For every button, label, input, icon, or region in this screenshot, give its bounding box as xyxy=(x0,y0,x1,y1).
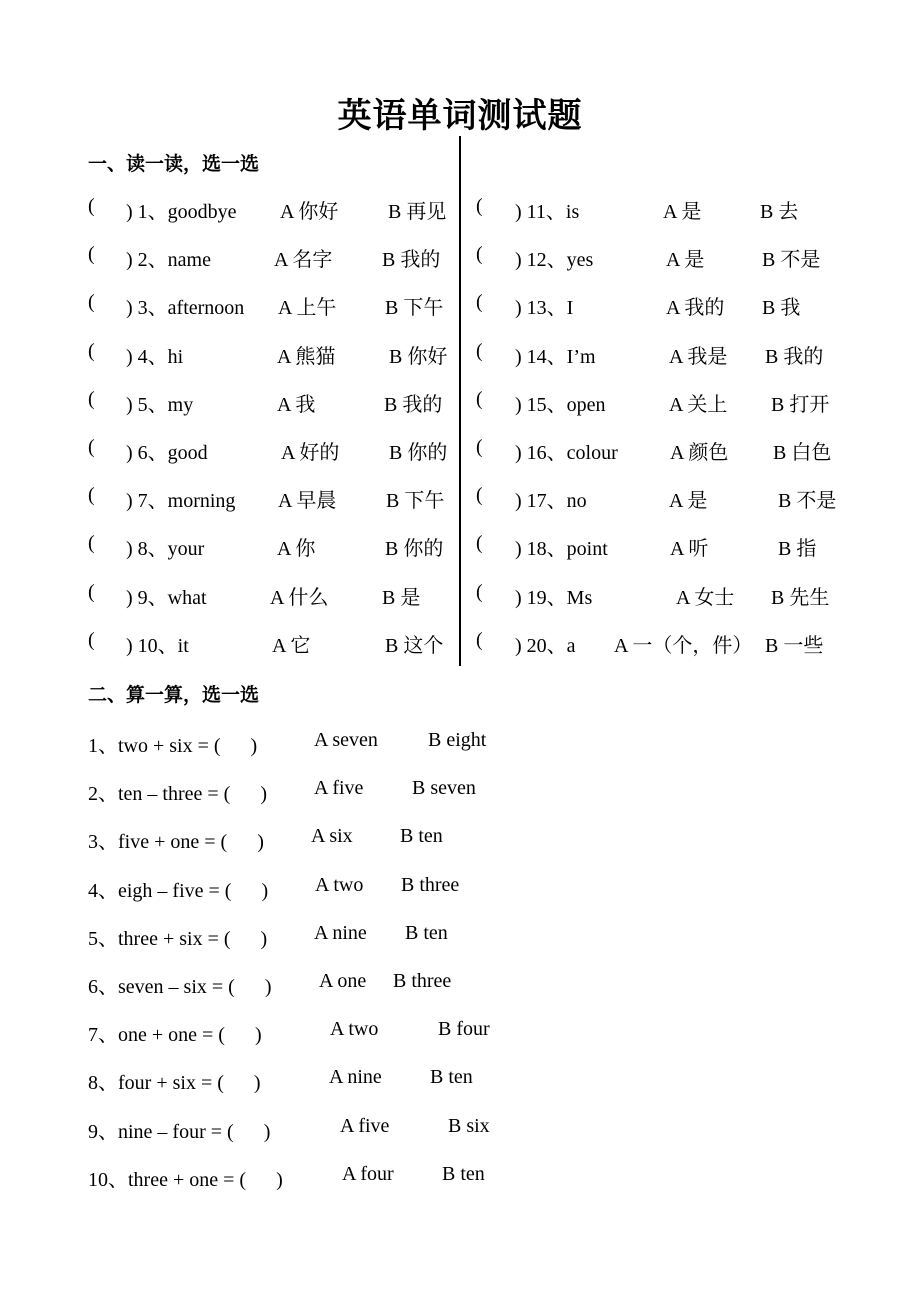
question-word: ) 8、your xyxy=(126,538,205,561)
option-b: B 去 xyxy=(760,201,799,223)
option-a: A 你好 xyxy=(280,201,339,223)
answer-blank[interactable]: ( xyxy=(476,484,483,507)
question-word: ) 2、name xyxy=(126,249,211,272)
option-b: B seven xyxy=(412,777,476,800)
page-title: 英语单词测试题 xyxy=(337,98,583,135)
option-b: B 不是 xyxy=(778,490,837,513)
option-a: A 你 xyxy=(277,538,316,561)
answer-blank[interactable]: ( xyxy=(88,436,95,458)
option-b: B 先生 xyxy=(771,586,830,609)
option-a: A 我的 xyxy=(666,297,725,320)
option-a: A 我 xyxy=(277,393,316,416)
option-b: B six xyxy=(448,1114,490,1137)
option-b: B four xyxy=(438,1018,490,1041)
question-word: ) 17、no xyxy=(515,490,587,513)
question-word: ) 15、open xyxy=(515,393,606,416)
equation: 7、one + one = ( ) xyxy=(88,1024,262,1047)
option-a: A 它 xyxy=(272,634,311,657)
answer-blank[interactable]: ( xyxy=(88,291,95,314)
answer-blank[interactable]: ( xyxy=(88,339,95,362)
answer-blank[interactable]: ( xyxy=(476,195,483,217)
answer-blank[interactable]: ( xyxy=(476,387,483,410)
question-word: ) 5、my xyxy=(126,393,194,416)
option-a: A 是 xyxy=(669,490,708,513)
option-b: B 是 xyxy=(382,586,421,609)
option-a: A five xyxy=(340,1114,390,1137)
answer-blank[interactable]: ( xyxy=(476,532,483,555)
option-a: A 名字 xyxy=(274,249,333,272)
question-word: ) 18、point xyxy=(515,538,608,561)
answer-blank[interactable]: ( xyxy=(476,436,483,458)
option-a: A one xyxy=(319,970,367,992)
equation: 1、two + six = ( ) xyxy=(88,735,258,757)
option-a: A 颜色 xyxy=(670,442,729,464)
option-a: A 听 xyxy=(670,538,709,561)
option-b: B ten xyxy=(442,1162,485,1185)
question-word: ) 19、Ms xyxy=(515,586,593,609)
question-word: ) 16、colour xyxy=(515,442,618,464)
answer-blank[interactable]: ( xyxy=(88,243,95,266)
option-b: B ten xyxy=(400,825,443,848)
answer-blank[interactable]: ( xyxy=(88,580,95,603)
option-b: B 打开 xyxy=(771,393,830,416)
option-a: A two xyxy=(330,1018,379,1041)
option-a: A 一（个，件） xyxy=(614,634,753,657)
option-b: B ten xyxy=(430,1066,473,1089)
option-a: A 我是 xyxy=(669,345,728,368)
answer-blank[interactable]: ( xyxy=(88,532,95,555)
option-a: A four xyxy=(342,1162,394,1185)
option-b: B 一些 xyxy=(765,634,824,657)
option-a: A 早晨 xyxy=(278,490,337,513)
option-a: A 是 xyxy=(663,201,702,223)
question-word: ) 4、hi xyxy=(126,345,184,368)
option-b: B 我的 xyxy=(765,345,824,368)
question-word: ) 12、yes xyxy=(515,249,594,272)
option-b: B 我 xyxy=(762,297,801,320)
equation: 3、five + one = ( ) xyxy=(88,831,264,854)
option-b: B 再见 xyxy=(388,201,447,223)
answer-blank[interactable]: ( xyxy=(476,291,483,314)
option-a: A nine xyxy=(329,1066,382,1089)
option-a: A two xyxy=(315,873,364,896)
question-word: ) 6、good xyxy=(126,442,208,464)
option-a: A five xyxy=(314,777,364,800)
option-b: B three xyxy=(401,873,460,896)
option-b: B 下午 xyxy=(385,297,444,320)
option-b: B 指 xyxy=(778,538,817,561)
option-b: B 我的 xyxy=(382,249,441,272)
equation: 5、three + six = ( ) xyxy=(88,927,268,950)
option-b: B 下午 xyxy=(386,490,445,513)
option-b: B 这个 xyxy=(385,634,444,657)
option-a: A seven xyxy=(314,729,378,751)
equation: 8、four + six = ( ) xyxy=(88,1072,261,1095)
option-a: A 女士 xyxy=(676,586,735,609)
option-b: B 你好 xyxy=(389,345,448,368)
equation: 10、three + one = ( ) xyxy=(88,1168,283,1191)
answer-blank[interactable]: ( xyxy=(88,195,95,217)
option-a: A 是 xyxy=(666,249,705,272)
option-a: A 关上 xyxy=(669,393,728,416)
section-1-heading: 一、读一读，选一选 xyxy=(88,154,260,175)
column-divider xyxy=(459,136,461,666)
answer-blank[interactable]: ( xyxy=(476,339,483,362)
option-b: B ten xyxy=(405,921,448,944)
question-word: ) 7、morning xyxy=(126,490,236,513)
equation: 6、seven – six = ( ) xyxy=(88,976,272,998)
answer-blank[interactable]: ( xyxy=(476,628,483,651)
answer-blank[interactable]: ( xyxy=(476,243,483,266)
option-a: A six xyxy=(311,825,353,848)
option-b: B three xyxy=(393,970,452,992)
equation: 2、ten – three = ( ) xyxy=(88,783,268,806)
answer-blank[interactable]: ( xyxy=(476,580,483,603)
question-word: ) 1、goodbye xyxy=(126,201,237,223)
question-word: ) 14、I’m xyxy=(515,345,596,368)
question-word: ) 3、afternoon xyxy=(126,297,245,320)
option-b: B 我的 xyxy=(384,393,443,416)
question-word: ) 9、what xyxy=(126,586,207,609)
option-a: A 上午 xyxy=(278,297,337,320)
question-word: ) 11、is xyxy=(515,201,580,223)
option-b: B 你的 xyxy=(385,538,444,561)
option-a: A 什么 xyxy=(270,586,329,609)
section-2-heading: 二、算一算，选一选 xyxy=(88,685,260,706)
question-word: ) 10、it xyxy=(126,634,189,657)
question-word: ) 20、a xyxy=(515,634,576,657)
option-b: B 不是 xyxy=(762,249,821,272)
option-a: A 熊猫 xyxy=(277,345,336,368)
question-word: ) 13、I xyxy=(515,297,574,320)
equation: 4、eigh – five = ( ) xyxy=(88,879,269,902)
option-b: B 你的 xyxy=(389,442,448,464)
option-b: B eight xyxy=(428,729,487,751)
answer-blank[interactable]: ( xyxy=(88,387,95,410)
option-a: A nine xyxy=(314,921,367,944)
answer-blank[interactable]: ( xyxy=(88,484,95,507)
answer-blank[interactable]: ( xyxy=(88,628,95,651)
option-a: A 好的 xyxy=(281,442,340,464)
option-b: B 白色 xyxy=(773,442,832,464)
equation: 9、nine – four = ( ) xyxy=(88,1120,271,1143)
